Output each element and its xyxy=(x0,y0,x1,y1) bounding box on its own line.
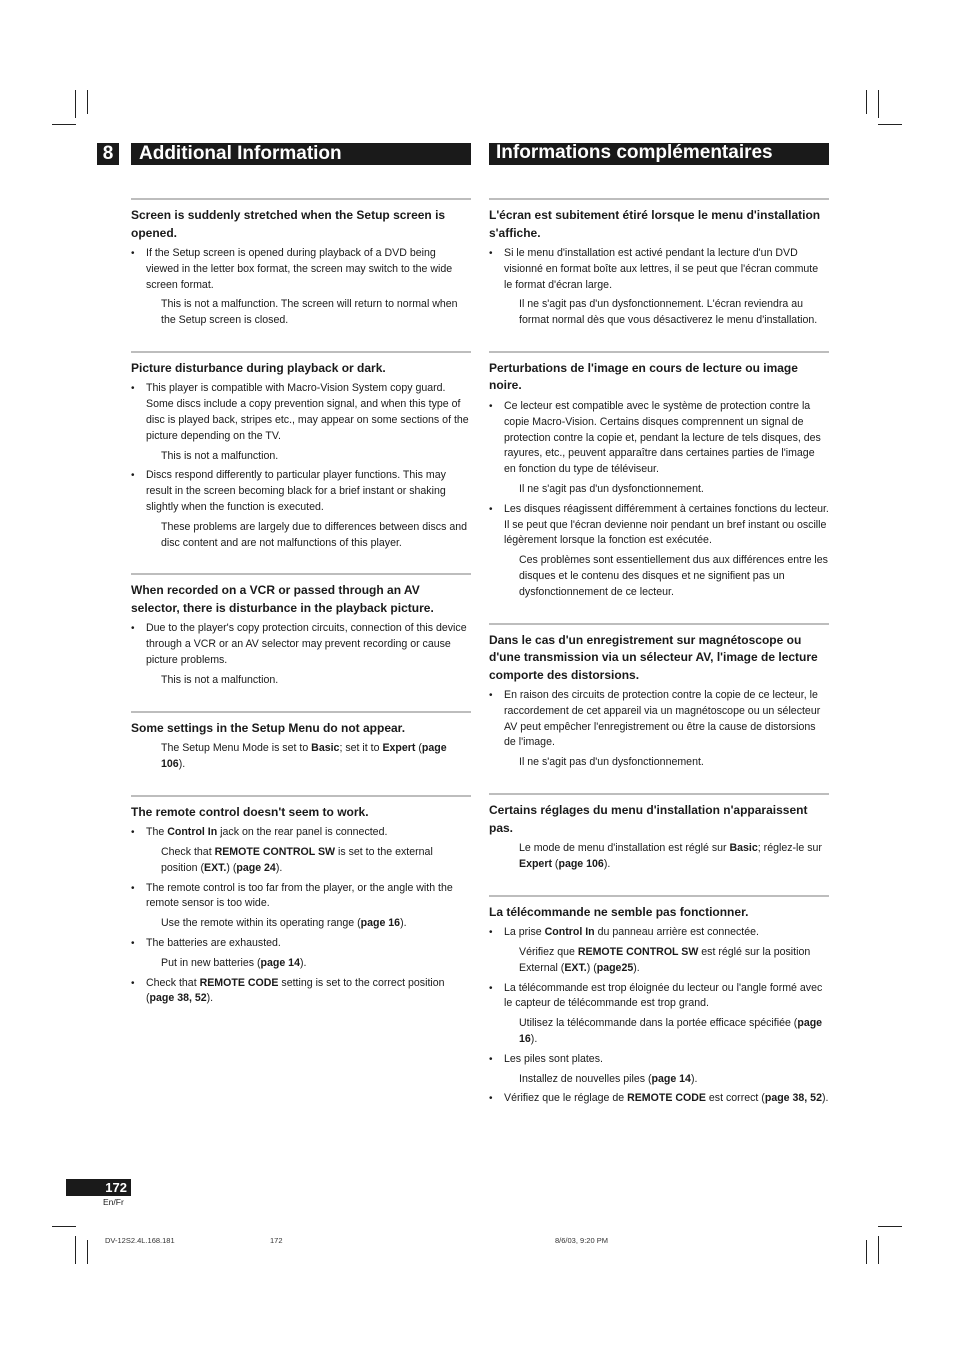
bullet-item xyxy=(489,399,829,478)
crop-mark xyxy=(52,124,76,125)
text-run: These problems are largely due to differences between discs and disc content and are not malfunctions of this player. xyxy=(161,520,468,549)
text-run: Check that xyxy=(146,976,200,989)
text-run: ( xyxy=(551,857,559,870)
crop-mark xyxy=(75,90,76,118)
text-run: Le mode de menu d'installation est réglé sur xyxy=(519,842,730,855)
text-run: ). xyxy=(178,757,186,770)
text-run: Utilisez la télécommande dans la portée efficace spécifiée ( xyxy=(519,1017,798,1030)
text-run: The xyxy=(146,826,168,839)
page-title-en: Additional Information xyxy=(131,143,471,165)
bullet-icon: • xyxy=(131,470,135,482)
text-run: Installez de nouvelles piles ( xyxy=(519,1072,652,1085)
troubleshoot-section xyxy=(131,198,471,329)
bold-text: EXT. xyxy=(204,861,227,874)
bullet-item xyxy=(131,381,471,444)
text-run: is set to the external position ( xyxy=(161,846,433,874)
section-title: Dans le cas d'un enregistrement sur magnétoscope ou d'une transmission via un sélecteur AV, l'image de lecture comporte des distorsions. xyxy=(489,632,818,682)
remedy-text xyxy=(489,755,829,771)
text-run: ). xyxy=(690,1072,698,1085)
bullet-icon: • xyxy=(131,623,135,635)
bold-text: page 38, 52 xyxy=(149,992,207,1005)
french-column xyxy=(489,198,829,1129)
bullet-item xyxy=(131,976,471,1008)
text-run: Les piles sont plates. xyxy=(504,1052,603,1065)
bullet-item xyxy=(131,246,471,293)
bullet-icon: • xyxy=(489,400,493,412)
section-title: Some settings in the Setup Menu do not appear. xyxy=(131,720,406,735)
troubleshoot-section xyxy=(489,351,829,601)
text-run: This player is compatible with Macro-Vision System copy guard. Some discs include a copy prevention signal, and when this type of disc is played back, stripes etc., may appear on some sections of the picture depending on the TV. xyxy=(146,382,469,442)
bold-text: page25 xyxy=(596,961,634,974)
text-run: Check that xyxy=(161,846,215,859)
section-title: L'écran est subitement étiré lorsque le menu d'installation s'affiche. xyxy=(489,208,821,240)
text-run: Vérifiez que xyxy=(519,945,578,958)
text-run: This is not a malfunction. The screen will return to normal when the Setup screen is closed. xyxy=(161,298,458,327)
text-run: ). xyxy=(603,857,611,870)
bold-text: page 16 xyxy=(360,917,401,930)
bold-text: REMOTE CODE xyxy=(627,1092,706,1105)
text-run: La télécommande est trop éloignée du lecteur ou l'angle formé avec le capteur de télécommande est trop grand. xyxy=(504,981,823,1010)
text-run: The remote control is too far from the player, or the angle with the remote sensor is too wide. xyxy=(146,881,453,910)
section-title: The remote control doesn't seem to work. xyxy=(131,804,369,819)
bold-text: Expert xyxy=(382,742,416,755)
remedy-text xyxy=(489,1072,829,1088)
bullet-item xyxy=(131,825,471,841)
remedy-text xyxy=(131,520,471,552)
bold-text: page 16 xyxy=(519,1017,823,1045)
bullet-icon: • xyxy=(131,977,135,989)
text-run: The batteries are exhausted. xyxy=(146,937,281,950)
text-run: du panneau arrière est connectée. xyxy=(594,926,759,939)
bullet-icon: • xyxy=(489,503,493,515)
text-run: ( xyxy=(415,742,422,755)
troubleshoot-section xyxy=(131,573,471,688)
bullet-item xyxy=(131,881,471,913)
troubleshoot-section xyxy=(131,711,471,773)
remedy-text xyxy=(489,841,829,873)
page-number: 172 xyxy=(66,1179,131,1196)
bold-text: REMOTE CONTROL SW xyxy=(577,945,699,958)
text-run: Il ne s'agit pas d'un dysfonctionnement. xyxy=(519,482,704,495)
bullet-item xyxy=(131,621,471,668)
bullet-item xyxy=(489,981,829,1013)
text-run: Vérifiez que le réglage de xyxy=(504,1092,628,1105)
bold-text: page 38, 52 xyxy=(764,1092,822,1105)
crop-mark xyxy=(866,90,867,114)
text-run: La prise xyxy=(504,926,545,939)
text-run: En raison des circuits de protection contre la copie de ce lecteur, le raccordement de cet appareil via un magnétoscope ou un sélecteur AV peut empêcher l'enregistrement ou être la cause de distorsions de l'image. xyxy=(504,689,821,749)
text-run: ) ( xyxy=(586,961,597,974)
troubleshoot-section xyxy=(131,351,471,551)
bullet-icon: • xyxy=(131,938,135,950)
bullet-item xyxy=(489,1052,829,1068)
text-run: est réglé sur la position External ( xyxy=(519,945,811,974)
bold-text: Basic xyxy=(311,742,340,755)
bullet-icon: • xyxy=(489,1053,493,1065)
troubleshoot-section xyxy=(489,793,829,873)
text-run: ). xyxy=(299,956,307,969)
text-run: Ces problèmes sont essentiellement dus aux différences entre les disques et le contenu des disques et ne signifient pas un dysfonctionnement de ce lecteur. xyxy=(519,554,828,598)
text-run: The Setup Menu Mode is set to xyxy=(161,742,312,755)
bullet-icon: • xyxy=(489,690,493,702)
text-run: ) ( xyxy=(226,861,237,874)
text-run: Due to the player's copy protection circuits, connection of this device through a VCR or an AV selector may prevent recording or cause picture problems. xyxy=(146,622,467,667)
bold-text: REMOTE CODE xyxy=(199,976,279,989)
bullet-item xyxy=(489,925,829,941)
bullet-icon: • xyxy=(489,982,493,994)
bold-text: Basic xyxy=(729,842,758,855)
text-run: Ce lecteur est compatible avec le système de protection contre la copie Macro-Vision. Certains disques comprennent un signal de protection contre la copie et, pendant la lecture de tels disques, des rayures, etc., peuvent apparaître dans certaines parties de l'image en fonction du type de téléviseur. xyxy=(504,399,821,476)
text-run: Il ne s'agit pas d'un dysfonctionnement. L'écran reviendra au format normal dès que vous désactiverez le menu d'installation. xyxy=(519,298,818,327)
bullet-icon: • xyxy=(131,248,135,259)
bold-text: page 106 xyxy=(558,857,604,870)
crop-mark xyxy=(52,1226,76,1227)
file-code: DV-12S2.4L.168.181 xyxy=(105,1236,175,1245)
page-ref: 172 xyxy=(270,1236,283,1245)
crop-mark xyxy=(87,1240,88,1264)
crop-mark xyxy=(878,1236,879,1264)
timestamp: 8/6/03, 9:20 PM xyxy=(555,1236,608,1245)
troubleshoot-section xyxy=(489,623,829,771)
bullet-icon: • xyxy=(489,927,493,939)
bullet-icon: • xyxy=(131,882,135,894)
text-run: jack on the rear panel is connected. xyxy=(217,826,388,839)
text-run: Il ne s'agit pas d'un dysfonctionnement. xyxy=(519,756,704,769)
text-run: ; réglez-le sur xyxy=(757,842,822,855)
text-run: ). xyxy=(530,1032,538,1045)
section-title: When recorded on a VCR or passed through an AV selector, there is disturbance in the playback picture. xyxy=(131,583,434,615)
bullet-item xyxy=(131,936,471,952)
text-run: Use the remote within its operating range ( xyxy=(161,917,361,930)
remedy-text xyxy=(131,845,471,877)
text-run: ). xyxy=(633,961,640,974)
bullet-item xyxy=(131,468,471,515)
remedy-text xyxy=(489,553,829,600)
text-run: This is not a malfunction. xyxy=(161,673,279,686)
bullet-item xyxy=(489,1091,829,1107)
text-run: Si le menu d'installation est activé pendant la lecture d'un DVD visionné en format boîte aux lettres, il se peut que l'écran commute le format d'écran large. xyxy=(504,247,819,291)
text-run: If the Setup screen is opened during playback of a DVD being viewed in the letter box format, the screen may switch to the wide screen format. xyxy=(146,247,453,291)
bullet-icon: • xyxy=(131,383,135,395)
text-run: est correct ( xyxy=(705,1092,765,1105)
remedy-text xyxy=(131,956,471,972)
remedy-text xyxy=(131,916,471,932)
bold-text: Control In xyxy=(544,926,595,939)
bullet-icon: • xyxy=(489,248,493,259)
troubleshoot-section xyxy=(131,795,471,1007)
text-run: This is not a malfunction. xyxy=(161,449,279,462)
bold-text: page 14 xyxy=(651,1072,691,1085)
bold-text: page 14 xyxy=(260,956,300,969)
remedy-text xyxy=(489,1016,829,1048)
text-run: Discs respond differently to particular player functions. This may result in the screen becoming black for a brief instant or shaking slightly when the function is executed. xyxy=(146,469,446,514)
crop-mark xyxy=(878,90,879,118)
english-column xyxy=(131,198,471,1029)
remedy-text xyxy=(131,297,471,329)
bullet-item xyxy=(489,502,829,549)
section-title: Picture disturbance during playback or dark. xyxy=(131,360,386,375)
text-run: ). xyxy=(206,992,214,1005)
section-title: Certains réglages du menu d'installation n'apparaissent pas. xyxy=(489,803,808,835)
text-run: Les disques réagissent différemment à certaines fonctions du lecteur. Il se peut que l'écran devienne noir pendant un bref instant ou oscille légèrement lorsque la fonction est exécutée. xyxy=(504,502,829,547)
text-run: ). xyxy=(821,1092,829,1105)
crop-mark xyxy=(87,90,88,114)
section-title: La télécommande ne semble pas fonctionner. xyxy=(489,904,749,919)
bold-text: REMOTE CONTROL SW xyxy=(214,846,336,859)
page-title-fr: Informations complémentaires xyxy=(489,143,829,165)
bullet-icon: • xyxy=(131,827,135,839)
remedy-text xyxy=(489,297,829,329)
chapter-number: 8 xyxy=(97,143,119,165)
section-title: Screen is suddenly stretched when the Setup screen is opened. xyxy=(131,208,446,240)
text-run: ). xyxy=(275,861,283,874)
remedy-text xyxy=(131,673,471,689)
bullet-item xyxy=(489,688,829,751)
bold-text: page 106 xyxy=(161,742,447,770)
remedy-text xyxy=(489,945,829,977)
troubleshoot-section xyxy=(489,198,829,329)
bullet-icon: • xyxy=(489,1093,493,1105)
remedy-text xyxy=(131,741,471,773)
bold-text: page 24 xyxy=(236,861,276,874)
remedy-text xyxy=(489,482,829,498)
text-run: setting is set to the correct position ( xyxy=(146,976,445,1005)
bold-text: Control In xyxy=(167,826,218,839)
crop-mark xyxy=(75,1236,76,1264)
remedy-text xyxy=(131,449,471,465)
language-label: En/Fr xyxy=(103,1197,124,1207)
text-run: ). xyxy=(400,917,407,930)
bullet-item xyxy=(489,246,829,293)
crop-mark xyxy=(878,124,902,125)
crop-mark xyxy=(878,1226,902,1227)
bold-text: EXT. xyxy=(564,961,587,974)
troubleshoot-section xyxy=(489,895,829,1107)
text-run: ; set it to xyxy=(339,742,383,755)
section-title: Perturbations de l'image en cours de lecture ou image noire. xyxy=(489,360,798,393)
bold-text: Expert xyxy=(519,857,552,870)
crop-mark xyxy=(866,1240,867,1264)
text-run: Put in new batteries ( xyxy=(161,956,261,969)
